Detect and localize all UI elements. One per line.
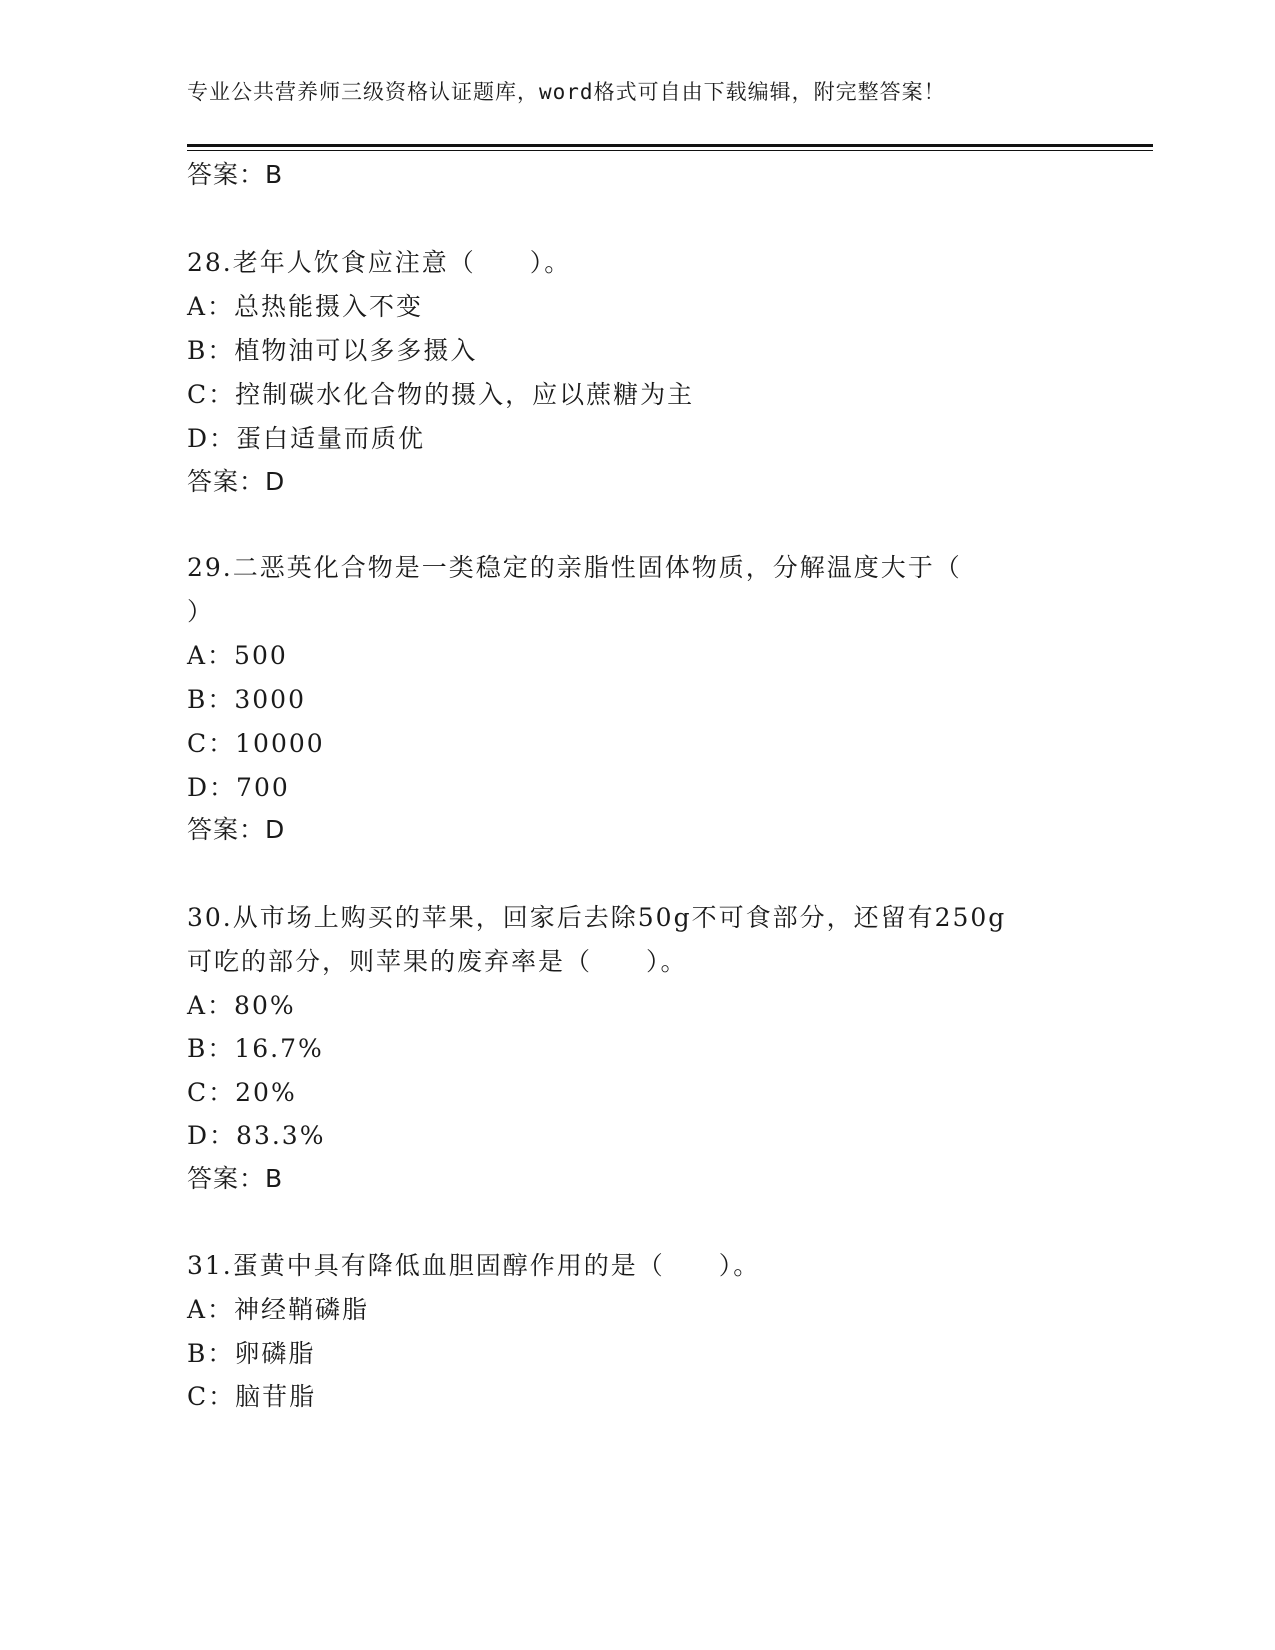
question-stem: 29.二恶英化合物是一类稳定的亲脂性固体物质，分解温度大于（ (187, 553, 962, 582)
option-b: B：3000 (187, 685, 306, 714)
option-d: D：700 (187, 773, 290, 802)
option-b: B：卵磷脂 (187, 1339, 316, 1368)
answer-label: 答案：B (187, 160, 284, 189)
header-rule-thick (187, 144, 1153, 147)
question-stem: 28.老年人饮食应注意（ ）。 (187, 248, 572, 277)
option-c: C：控制碳水化合物的摄入，应以蔗糖为主 (187, 380, 695, 409)
header-rule-thin (187, 150, 1153, 151)
question-stem: 30.从市场上购买的苹果，回家后去除50g不可食部分，还留有250g (187, 903, 1007, 932)
answer-label: 答案：D (187, 467, 286, 496)
option-c: C：10000 (187, 729, 325, 758)
option-a: A：80% (187, 991, 296, 1020)
answer-label: 答案：D (187, 815, 286, 844)
answer-label: 答案：B (187, 1164, 284, 1193)
option-c: C：脑苷脂 (187, 1382, 317, 1411)
question-stem-continued: 可吃的部分，则苹果的废弃率是（ ）。 (187, 947, 688, 976)
option-d: D：蛋白适量而质优 (187, 424, 426, 453)
question-stem-continued: ） (187, 597, 215, 626)
page-header: 专业公共营养师三级资格认证题库，word格式可自由下载编辑，附完整答案！ (187, 80, 946, 104)
option-a: A：500 (187, 641, 288, 670)
option-b: B：植物油可以多多摄入 (187, 336, 478, 365)
question-stem: 31.蛋黄中具有降低血胆固醇作用的是（ ）。 (187, 1251, 761, 1280)
option-c: C：20% (187, 1078, 297, 1107)
option-a: A：神经鞘磷脂 (187, 1295, 370, 1324)
option-d: D：83.3% (187, 1121, 326, 1150)
option-a: A：总热能摄入不变 (187, 292, 424, 321)
option-b: B：16.7% (187, 1034, 324, 1063)
